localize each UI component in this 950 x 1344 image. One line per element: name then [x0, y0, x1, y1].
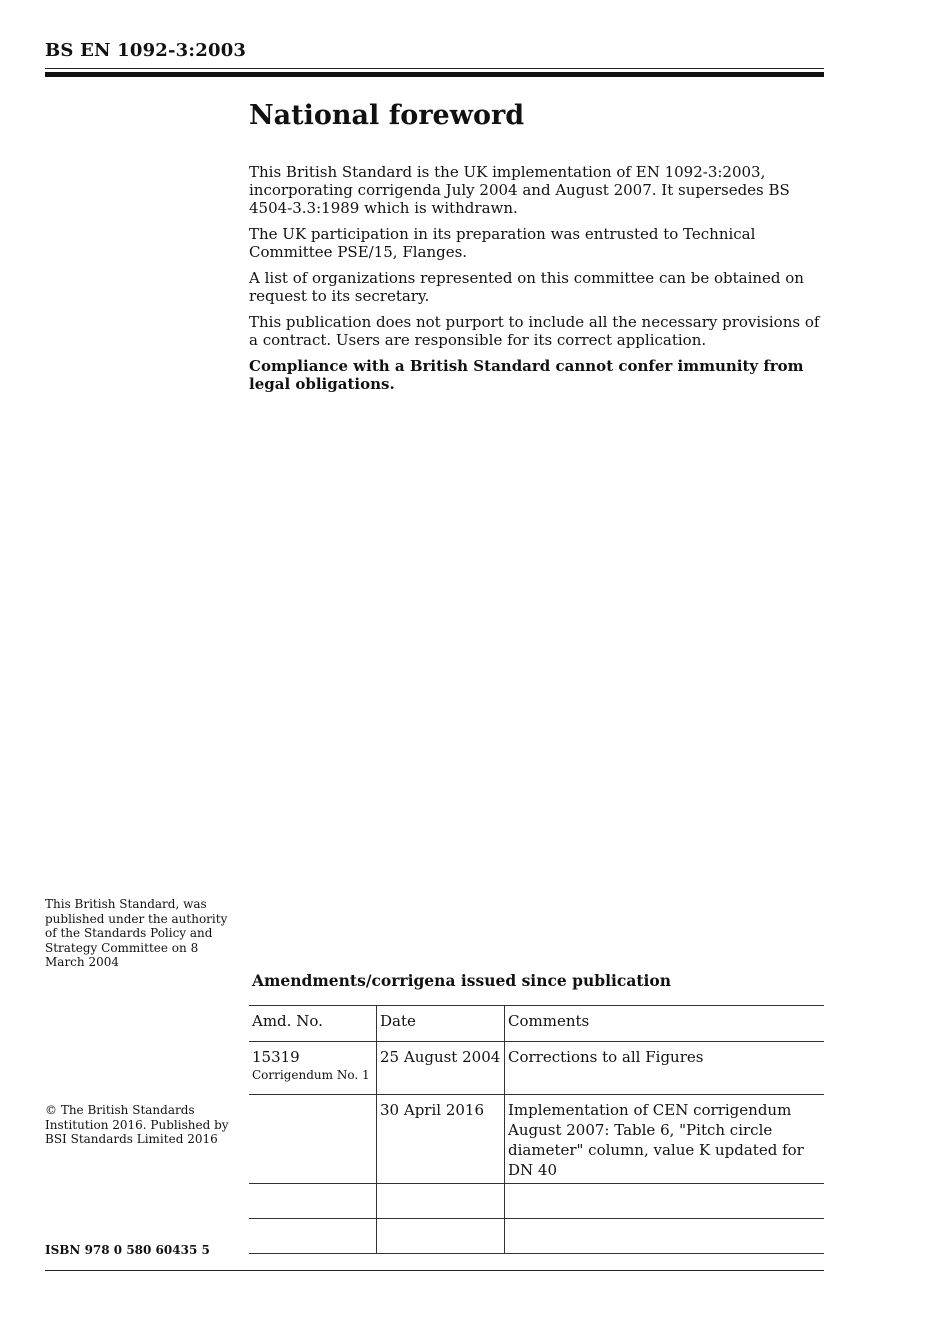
table-row: [249, 1184, 824, 1219]
amendments-table: [249, 1005, 824, 1254]
date-cell: [377, 1184, 505, 1219]
copyright-note: © The British Standards Institution 2016. Published by BSI Standards Limited 2016: [45, 1103, 229, 1146]
footer-rule: [45, 1270, 824, 1271]
paragraph-implementation: This British Standard is the UK implementation of EN 1092-3:2003, incorporating corrigenda July 2004 and August 2007. It supersedes BS 4504-3.3:1989 which is withdrawn.: [249, 163, 790, 217]
table-row: [249, 1095, 824, 1184]
document-code: BS EN 1092-3:2003: [45, 40, 247, 61]
date-cell: 25 August 2004: [377, 1042, 505, 1095]
amd-no-cell: [249, 1042, 377, 1095]
page-title: National foreword: [249, 100, 525, 131]
date-cell: [377, 1219, 505, 1254]
header-rule-thin: [45, 68, 824, 69]
comments-cell: [505, 1219, 825, 1254]
table-row: [249, 1219, 824, 1254]
paragraph-organizations: A list of organizations represented on this committee can be obtained on request to its secretary.: [249, 269, 804, 305]
amd-no-cell: [249, 1095, 377, 1184]
comments-cell: Corrections to all Figures: [505, 1042, 825, 1095]
amd-no-cell: [249, 1184, 377, 1219]
comments-cell: Implementation of CEN corrigendum August 2007: Table 6, "Pitch circle diameter" column, value K updated for DN 40: [505, 1095, 825, 1184]
publication-note: This British Standard, was published under the authority of the Standards Policy and Strategy Committee on 8 March 2004: [45, 897, 228, 969]
column-header-comments: Comments: [505, 1006, 825, 1042]
paragraph-contract: This publication does not purport to include all the necessary provisions of a contract. Users are responsible for its correct application.: [249, 313, 820, 349]
table-row: [249, 1042, 824, 1095]
amd-sub: Corrigendum No. 1: [252, 1068, 370, 1082]
amd-no-cell: [249, 1219, 377, 1254]
amd-no: 15319: [252, 1048, 300, 1066]
paragraph-compliance: Compliance with a British Standard cannot confer immunity from legal obligations.: [249, 357, 804, 393]
header-rule-thick: [45, 72, 824, 77]
isbn: ISBN 978 0 580 60435 5: [45, 1243, 210, 1257]
column-header-date: Date: [377, 1006, 505, 1042]
foreword-body: [249, 163, 829, 401]
amendments-heading: Amendments/corrigena issued since publication: [252, 971, 672, 990]
column-header-amd-no: Amd. No.: [249, 1006, 377, 1042]
date-cell: 30 April 2016: [377, 1095, 505, 1184]
comments-cell: [505, 1184, 825, 1219]
paragraph-committee: The UK participation in its preparation was entrusted to Technical Committee PSE/15, Flanges.: [249, 225, 756, 261]
table-header-row: [249, 1006, 824, 1042]
